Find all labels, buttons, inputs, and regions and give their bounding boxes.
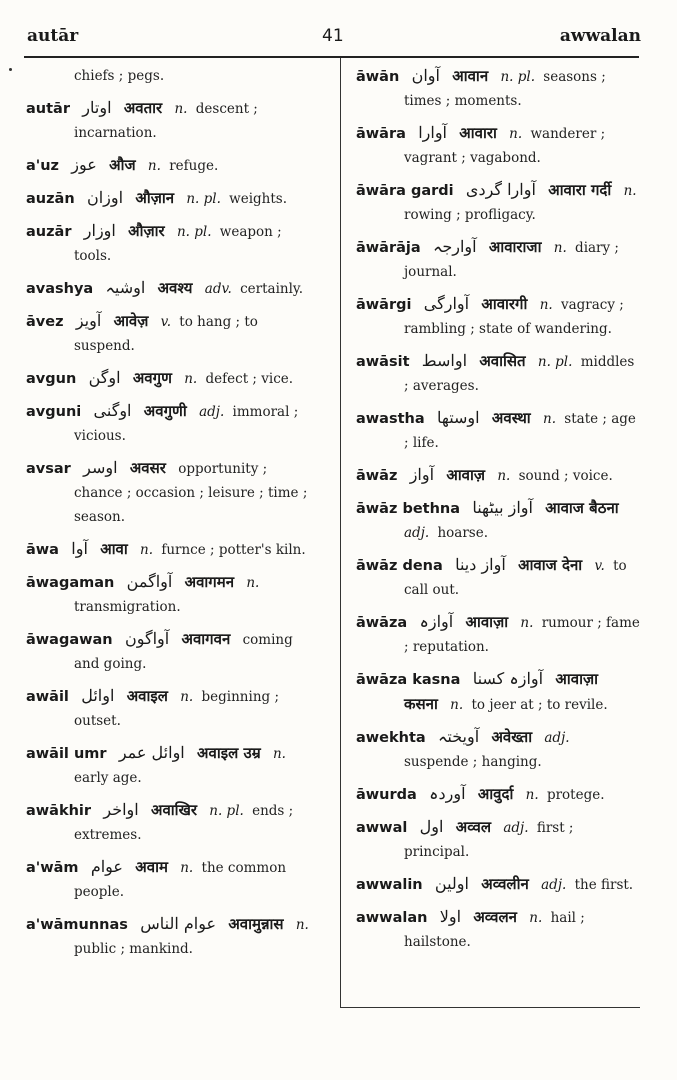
entry-headword: awākhir [26, 803, 92, 819]
entry-headword: awastha [356, 411, 425, 427]
entry-part-of-speech: adj. [541, 877, 567, 893]
entry-definition: ends ; extremes. [74, 803, 294, 843]
entry-part-of-speech: n. [520, 615, 534, 631]
entry-definition: the common people. [74, 860, 287, 900]
entry-definition: hail ; hailstone. [404, 910, 585, 950]
entry-definition: diary ; journal. [404, 240, 619, 280]
entry-definition: state ; age ; life. [404, 411, 636, 451]
entry-headword: awekhta [356, 730, 426, 746]
left-guide-word: autār [27, 26, 79, 46]
entry-urdu: آوارا [418, 123, 447, 142]
entry-hindi: आवा [100, 540, 128, 558]
dictionary-entry [356, 496, 642, 545]
entry-definition: wanderer ; vagrant ; vagabond. [404, 126, 606, 166]
entry-part-of-speech: n. [553, 240, 567, 256]
entry-part-of-speech: n. pl. [500, 69, 535, 85]
left-column [26, 64, 320, 969]
dictionary-entry [26, 366, 320, 391]
entry-part-of-speech: n. [509, 126, 523, 142]
entry-urdu: آوازہ [419, 612, 454, 631]
entry-part-of-speech: n. [450, 697, 464, 713]
entry-headword: āwa [26, 542, 59, 558]
entry-part-of-speech: n. [529, 910, 543, 926]
print-speck [9, 68, 12, 71]
entry-urdu: آوارا گردی [465, 180, 536, 199]
dictionary-entry [26, 627, 320, 676]
entry-part-of-speech: n. [295, 917, 309, 933]
entry-headword: awwalin [356, 877, 423, 893]
dictionary-entry [26, 219, 320, 268]
entry-headword: āwagaman [26, 575, 115, 591]
entry-part-of-speech: n. [525, 787, 539, 803]
dictionary-entry [356, 725, 642, 774]
entry-hindi: अवसर [129, 459, 166, 477]
entry-urdu: اوتار [82, 98, 112, 117]
entry-headword: a'uz [26, 158, 59, 174]
entry-part-of-speech: n. [174, 101, 188, 117]
entry-definition: sound ; voice. [518, 468, 613, 484]
entry-urdu: آواز [409, 465, 435, 484]
entry-urdu: آوردہ [429, 784, 466, 803]
entry-definition: early age. [74, 770, 142, 786]
entry-part-of-speech: n. [140, 542, 154, 558]
dictionary-entry [356, 782, 642, 807]
entry-definition: weapon ; tools. [74, 224, 282, 264]
entry-urdu: عوام الناس [140, 914, 217, 933]
entry-hindi: अवाइल उम्र [197, 744, 261, 762]
entry-definition: to call out. [404, 558, 627, 598]
dictionary-entry [356, 905, 642, 954]
entry-part-of-speech: n. [539, 297, 553, 313]
entry-headword: a'wāmunnas [26, 917, 128, 933]
entry-hindi: औज [109, 156, 136, 174]
entry-headword: awwal [356, 820, 408, 836]
entry-part-of-speech: adj. [544, 730, 570, 746]
entry-hindi: औज़ार [128, 222, 165, 240]
entry-part-of-speech: n. pl. [176, 224, 212, 240]
entry-hindi: औज़ान [135, 189, 175, 207]
entry-part-of-speech: n. pl. [537, 354, 573, 370]
dictionary-entry [356, 406, 642, 455]
entry-definition: suspende ; hanging. [404, 754, 542, 770]
entry-definition: rumour ; fame ; reputation. [404, 615, 640, 655]
entry-urdu: آوا [71, 539, 88, 558]
entry-hindi: अवाम [135, 858, 168, 876]
entry-hindi: आवाराजा [488, 238, 542, 256]
entry-definition: to jeer at ; to revile. [471, 697, 608, 713]
entry-urdu: اوشیہ [105, 278, 146, 297]
dictionary-entry [26, 309, 320, 358]
dictionary-entry [26, 855, 320, 904]
entry-urdu: اول [419, 817, 444, 836]
entry-definition: transmigration. [74, 599, 181, 615]
entry-urdu: اولا [439, 907, 462, 926]
dictionary-entry [356, 872, 642, 897]
entry-headword: awāsit [356, 354, 410, 370]
entry-urdu: اوگنی [93, 401, 132, 420]
entry-headword: āwurda [356, 787, 417, 803]
entry-headword: auzār [26, 224, 72, 240]
entry-hindi: अवामुन्नास [228, 915, 284, 933]
dictionary-entry [356, 815, 642, 864]
entry-hindi: अवतार [123, 99, 163, 117]
dictionary-entry [356, 349, 642, 398]
entry-headword: āwāz bethna [356, 501, 461, 517]
entry-urdu: اولین [434, 874, 469, 893]
right-guide-word: awwalan [559, 26, 641, 46]
dictionary-entry [26, 741, 320, 790]
entry-urdu: آویز [75, 311, 102, 330]
entry-definition: to hang ; to suspend. [74, 314, 258, 354]
entry-headword: āwāra [356, 126, 406, 142]
entry-definition: the first. [574, 877, 634, 893]
entry-hindi: आवारा गर्दी [548, 181, 612, 199]
entry-urdu: اواخر [103, 800, 139, 819]
entry-part-of-speech: n. pl. [209, 803, 244, 819]
entry-urdu: آوارجہ [432, 237, 477, 256]
entry-urdu: عوام [90, 857, 123, 876]
entry-hindi: आवाज देना [518, 556, 583, 574]
entry-headword: awwalan [356, 910, 428, 926]
entry-hindi: अवेख्ता [491, 728, 533, 746]
entry-part-of-speech: v. [160, 314, 171, 330]
entry-definition: beginning ; outset. [74, 689, 279, 729]
entry-definition: defect ; vice. [205, 371, 294, 387]
entry-definition: certainly. [240, 281, 304, 297]
entry-urdu: اواسط [421, 351, 468, 370]
dictionary-entry [356, 178, 642, 227]
entry-hindi: आवाज़ [446, 466, 486, 484]
entry-hindi: अव्वल [455, 818, 492, 836]
dictionary-entry [356, 121, 642, 170]
entry-hindi: अवश्य [157, 279, 193, 297]
entry-part-of-speech: n. [180, 689, 194, 705]
entry-headword: autār [26, 101, 70, 117]
entry-hindi: अवस्था [491, 409, 531, 427]
entry-part-of-speech: n. pl. [186, 191, 221, 207]
entry-headword: āwān [356, 69, 400, 85]
dictionary-entry [26, 276, 320, 301]
entry-headword: a'wām [26, 860, 79, 876]
entry-headword: awāil umr [26, 746, 107, 762]
entry-definition: coming and going. [74, 632, 293, 672]
entry-hindi: अवागवन [181, 630, 231, 648]
dictionary-entry [26, 186, 320, 211]
entry-urdu: آوازہ کسنا [472, 669, 544, 688]
entry-headword: avsar [26, 461, 71, 477]
entry-urdu: اوگن [88, 368, 121, 387]
entry-headword: āwāra gardi [356, 183, 454, 199]
entry-definition: protege. [546, 787, 605, 803]
entry-part-of-speech: n. [180, 860, 194, 876]
entry-hindi: आवाज़ा [465, 613, 509, 631]
entry-headword: avashya [26, 281, 94, 297]
entry-definition: public ; mankind. [74, 941, 193, 957]
entry-definition: hoarse. [437, 525, 489, 541]
entry-definition: rowing ; profligacy. [404, 207, 536, 223]
entry-headword: awāil [26, 689, 69, 705]
dictionary-entry [26, 912, 320, 961]
dictionary-entry [356, 463, 642, 488]
entry-definition: vagracy ; rambling ; state of wandering. [404, 297, 624, 337]
entry-definition: immoral ; vicious. [74, 404, 299, 444]
dictionary-entry [26, 798, 320, 847]
entry-part-of-speech: v. [594, 558, 605, 574]
entry-headword: āwārgi [356, 297, 412, 313]
entry-definition: chiefs ; pegs. [74, 68, 165, 84]
entry-part-of-speech: adj. [199, 404, 225, 420]
column-divider [340, 58, 341, 1008]
dictionary-entry [356, 667, 642, 717]
entry-urdu: آوان [411, 66, 440, 85]
entry-headword: āwāz [356, 468, 398, 484]
dictionary-entry [26, 684, 320, 733]
entry-headword: āwāz dena [356, 558, 443, 574]
entry-hindi: आवाज बैठना [545, 499, 619, 517]
entry-urdu: آوارگی [423, 294, 470, 313]
entry-part-of-speech: n. [543, 411, 556, 427]
entry-urdu: آویختہ [438, 727, 480, 746]
entry-part-of-speech: n. [623, 183, 637, 199]
entry-part-of-speech: adv. [204, 281, 232, 297]
dictionary-entry [26, 456, 320, 529]
entry-definition: first ; principal. [404, 820, 574, 860]
entry-definition: descent ; incarnation. [74, 101, 258, 141]
entry-definition: middles ; averages. [404, 354, 635, 394]
entry-urdu: آواگون [124, 629, 170, 648]
entry-hindi: आवान [452, 67, 489, 85]
entry-definition: weights. [229, 191, 287, 207]
entry-part-of-speech: n. [246, 575, 260, 591]
entry-hindi: अवाखिर [151, 801, 197, 819]
entry-definition: furnce ; potter's kiln. [161, 542, 306, 558]
entry-hindi: आवारगी [481, 295, 528, 313]
dictionary-entry [356, 64, 642, 113]
footer-rule [340, 1007, 640, 1008]
entry-hindi: अव्वलीन [481, 875, 529, 893]
entry-definition: refuge. [169, 158, 219, 174]
entry-urdu: عوز [71, 155, 97, 174]
entry-hindi: आवुर्दा [477, 785, 514, 803]
header-rule [24, 56, 639, 58]
entry-headword: āvez [26, 314, 64, 330]
entry-hindi: अवगुण [132, 369, 172, 387]
dictionary-entry [356, 553, 642, 602]
entry-urdu: آواز بیٹھنا [472, 498, 533, 517]
entry-hindi: अवासित [479, 352, 526, 370]
entry-urdu: اوسر [83, 458, 118, 477]
entry-urdu: اوزار [83, 221, 116, 240]
entry-hindi: आवाज़ा कसना [404, 670, 598, 713]
entry-headword: avgun [26, 371, 77, 387]
entry-headword: āwāza kasna [356, 672, 461, 688]
right-column [356, 64, 642, 962]
dictionary-entry [26, 153, 320, 178]
dictionary-entry [356, 235, 642, 284]
entry-hindi: अवागमन [184, 573, 235, 591]
entry-hindi: अवाइल [126, 687, 168, 705]
entry-urdu: اوزان [86, 188, 124, 207]
entry-hindi: आवेज़ [113, 312, 149, 330]
entry-headword: āwārāja [356, 240, 421, 256]
entry-part-of-speech: adj. [503, 820, 529, 836]
dictionary-entry [26, 537, 320, 562]
entry-part-of-speech: n. [272, 746, 286, 762]
entry-part-of-speech: adj. [404, 525, 430, 541]
entry-definition: seasons ; times ; moments. [404, 69, 606, 109]
dictionary-entry [26, 64, 320, 88]
entry-urdu: آواگمن [126, 572, 173, 591]
entry-headword: avguni [26, 404, 82, 420]
entry-part-of-speech: n. [147, 158, 161, 174]
dictionary-entry [26, 399, 320, 448]
entry-headword: auzān [26, 191, 75, 207]
entry-headword: āwagawan [26, 632, 113, 648]
entry-urdu: اوائل [81, 686, 115, 705]
dictionary-entry [26, 570, 320, 619]
entry-hindi: आवारा [459, 124, 497, 142]
entry-part-of-speech: n. [184, 371, 198, 387]
page-number: 41 [322, 26, 344, 46]
dictionary-entry [356, 292, 642, 341]
dictionary-entry [356, 610, 642, 659]
page-header [0, 22, 677, 52]
entry-urdu: اوستھا [436, 408, 480, 427]
entry-urdu: آواز دینا [455, 555, 506, 574]
entry-definition: opportunity ; chance ; occasion ; leisure ; time ; season. [74, 461, 308, 525]
entry-hindi: अवगुणी [143, 402, 187, 420]
entry-hindi: अव्वलन [473, 908, 517, 926]
entry-part-of-speech: n. [497, 468, 511, 484]
dictionary-entry [26, 96, 320, 145]
entry-urdu: اوائل عمر [118, 743, 185, 762]
entry-headword: āwāza [356, 615, 408, 631]
